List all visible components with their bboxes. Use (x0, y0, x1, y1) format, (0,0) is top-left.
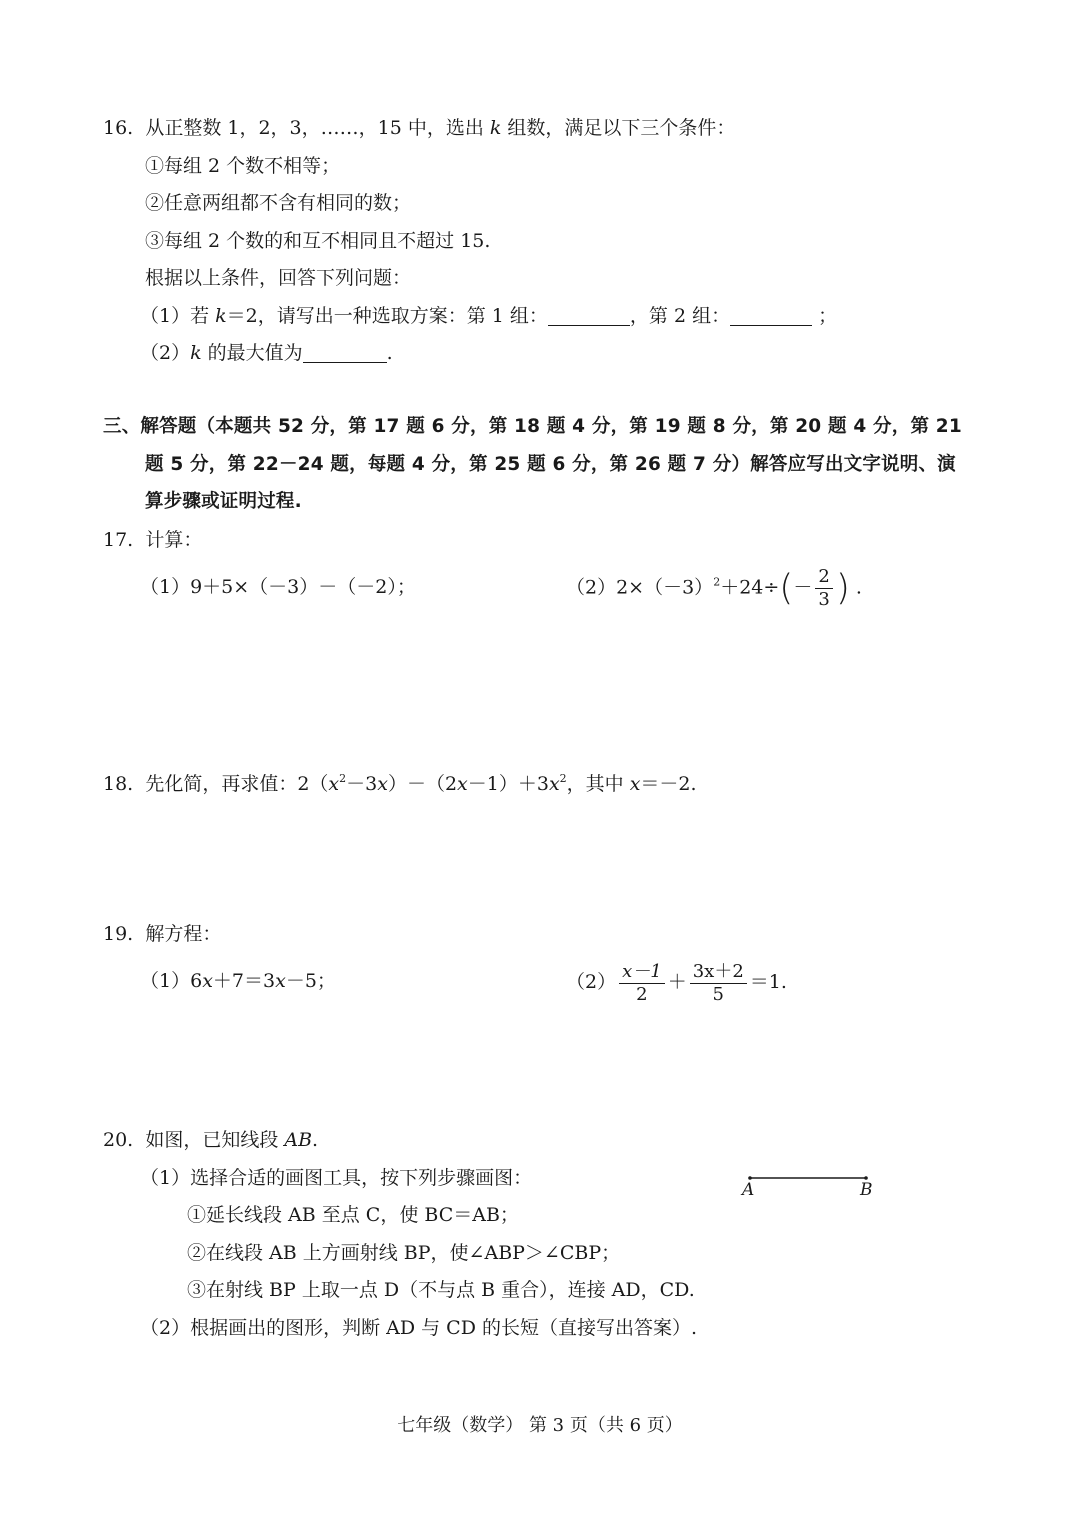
page-footer: 七年级（数学） 第 3 页（共 6 页） (397, 1415, 683, 1436)
q20-stem: 20. 如图，已知线段 AB. (103, 1129, 319, 1151)
q16-intro: 根据以上条件，回答下列问题： (145, 267, 412, 289)
label-point-a: A (742, 1180, 755, 1200)
fraction-3x-plus-2-over-5: $\frac{3x+2}{5}$ (690, 961, 747, 1006)
q20-number: 20. (103, 1129, 134, 1151)
label-point-b: B (860, 1180, 873, 1200)
answer-blank-group2[interactable] (730, 305, 812, 326)
q19-stem: 19. 解方程： (103, 923, 222, 945)
q17-part-2: $(2)2\times(-3)^2+24\div(-$ $\frac{2}{3}$ ) . (566, 566, 862, 610)
q17-stem: 17. 计算： (103, 529, 203, 551)
q18-stem: 18. 先化简，再求值：$2(x^2-3x)-(2x-1)+3x^2$，其中 x＝－2. (103, 772, 697, 795)
section-3-heading-line-3: 算步骤或证明过程. (145, 491, 302, 512)
q16-condition-1: ①每组 2 个数不相等； (145, 155, 341, 177)
q19-part-1: （1）6x＋7＝3x－5； (140, 970, 336, 992)
q20-part-1: （1）选择合适的画图工具，按下列步骤画图： (140, 1167, 533, 1189)
q17-number: 17. (103, 529, 134, 551)
q20-step-3: ③在射线 BP 上取一点 D（不与点 B 重合），连接 AD，CD. (187, 1279, 695, 1301)
q20-step-1: ①延长线段 AB 至点 C，使 BC＝AB； (187, 1204, 519, 1226)
q16-number: 16. (103, 117, 134, 139)
fraction-x-minus-1-over-2: $\frac{x-1}{2}$ (619, 961, 665, 1006)
section-3-heading-line-1: 三、解答题（本题共 52 分，第 17 题 6 分，第 18 题 4 分，第 19 题 8 分，第 20 题 4 分，第 21 (103, 416, 962, 437)
q20-step-2: ②在线段 AB 上方画射线 BP，使∠ABP＞∠CBP； (187, 1242, 621, 1264)
fraction-two-thirds: $\frac{2}{3}$ (815, 566, 832, 611)
q18-number: 18. (103, 773, 134, 795)
q19-part-2: （2） $\frac{x-1}{2}$ ＋ $\frac{3x+2}{5}$ ＝1. (566, 960, 787, 1005)
q20-part-2: （2）根据画出的图形，判断 AD 与 CD 的长短（直接写出答案）. (140, 1317, 698, 1339)
q16-part-2: （2）k 的最大值为 . (140, 342, 393, 364)
segment-ab-figure (740, 1170, 880, 1200)
answer-blank-max-k[interactable] (303, 342, 387, 363)
q16-condition-3: ③每组 2 个数的和互不相同且不超过 15. (145, 230, 491, 252)
q19-number: 19. (103, 923, 134, 945)
q17-part-1: （1）9＋5×（－3）－（－2）； (140, 576, 416, 598)
q16-part-1: （1）若 k＝2，请写出一种选取方案：第 1 组： ，第 2 组： ； (140, 305, 838, 327)
q16-condition-2: ②任意两组都不含有相同的数； (145, 192, 412, 214)
section-3-heading-line-2: 题 5 分，第 22－24 题，每题 4 分，第 25 题 6 分，第 26 题 7 分）解答应写出文字说明、演 (145, 454, 956, 475)
q16-stem: 16. 从正整数 1，2，3，……，15 中，选出 k 组数，满足以下三个条件： (103, 117, 736, 139)
answer-blank-group1[interactable] (548, 305, 630, 326)
